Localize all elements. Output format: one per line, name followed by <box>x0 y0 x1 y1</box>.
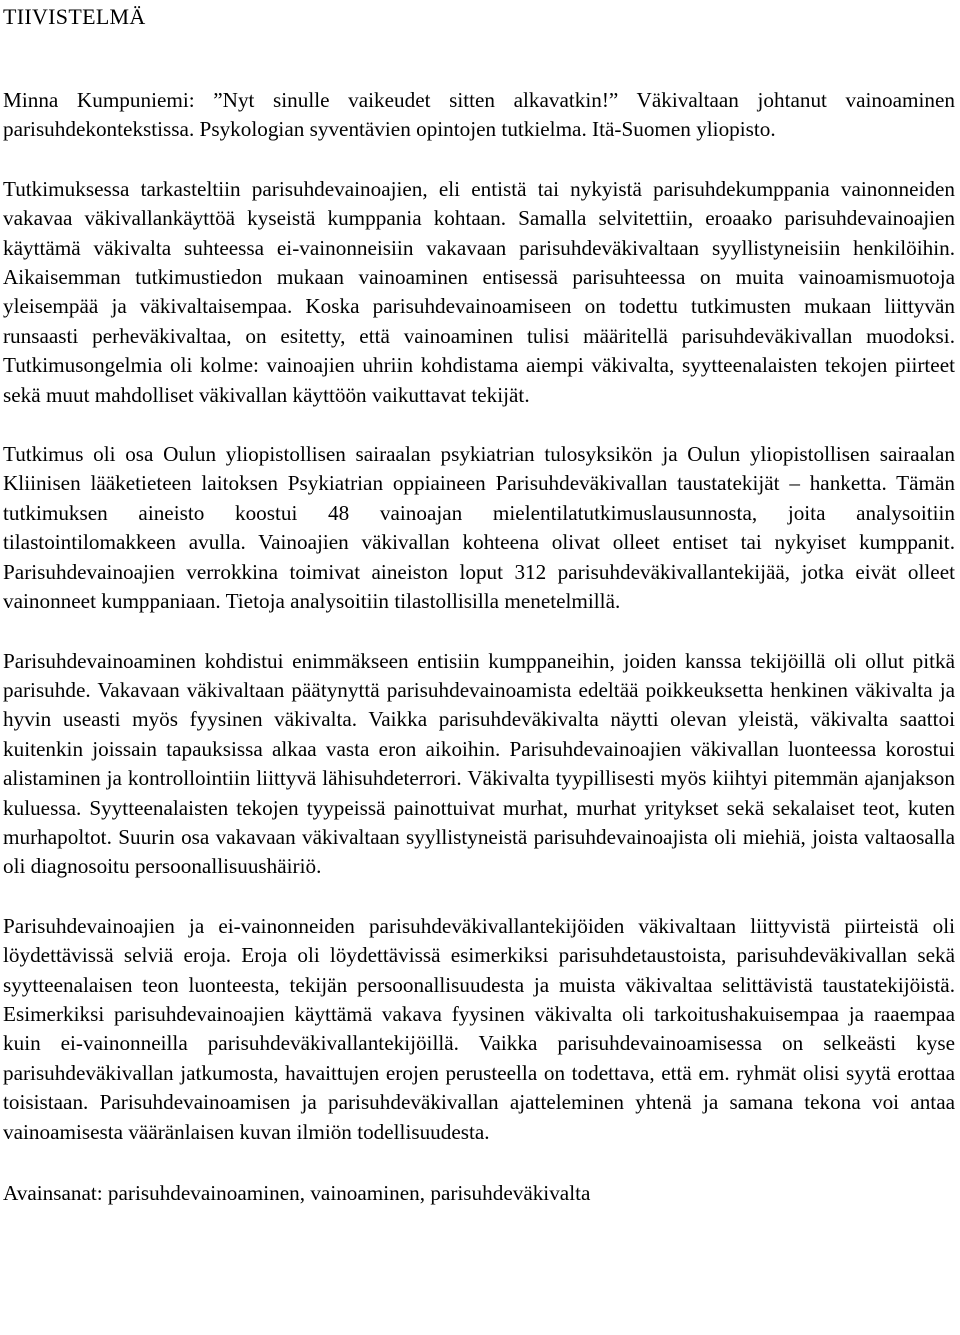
document-page <box>3 0 955 1208</box>
body-paragraph-2: Tutkimus oli osa Oulun yliopistollisen sairaalan psykiatrian tulosyksikön ja Oulun yliopistollisen sairaalan Kliinisen lääketieteen laitoksen Psykiatrian oppiaineen Parisuhdeväkivallan taustatekijät – hanketta. Tämän tutkimuksen aineisto koostui 48 vainoajan mielentilatutkimuslausunnosta, joita analysoitiin tilastointilomakkeen avulla. Vainoajien väkivallan kohteena olivat olleet entiset tai nykyiset kumppanit. Parisuhdevainoajien verrokkina toimivat aineiston loput 312 parisuhdeväkivallantekijää, jotka eivät olleet vainonneet kumppaniaan. Tietoja analysoitiin tilastollisilla menetelmillä. <box>3 442 955 614</box>
body-paragraph-4: Parisuhdevainoajien ja ei-vainonneiden parisuhdeväkivallantekijöiden väkivaltaan liittyvistä piirteistä oli löydettävissä selviä eroja. Eroja oli löydettävissä esimerkiksi parisuhdetaustoista, parisuhdeväkivallan sekä syytteenalaisen teon luonteesta, tekijän persoonallisuudesta ja muista väkivaltaa selittävistä taustatekijöistä. Esimerkiksi parisuhdevainoajien käyttämä vakava fyysinen väkivalta oli tarkoitushakuisempaa ja raaempaa kuin ei-vainonneilla parisuhdeväkivallantekijöillä. Vaikka parisuhdevainoamisessa on selkeästi kyse parisuhdeväkivallan jatkumosta, havaittujen erojen perusteella on todettava, että em. ryhmät olisi syytä erottaa toisistaan. Parisuhdevainoamisen ja parisuhdeväkivallan ajatteleminen yhtenä ja samana tekona voi antaa vainoamisesta vääränlaisen kuvan ilmiön todellisuudesta. <box>3 913 955 1144</box>
body-paragraph-1: Tutkimuksessa tarkasteltiin parisuhdevainoajien, eli entistä tai nykyistä parisuhdekumppania vainonneiden vakavaa väkivallankäyttöä kyseistä kumppania kohtaan. Samalla selvitettiin, eroaako parisuhdevainoajien käyttämä väkivalta suhteessa ei-vainonneisiin vakavaan parisuhdeväkivaltaan syyllistyneisiin henkilöihin. Aikaisemman tutkimustiedon mukaan vainoaminen entisessä parisuhteessa on muita vainoamismuotoja yleisempää ja väkivaltaisempaa. Koska parisuhdevainoamiseen on todettu tutkimusten mukaan liittyvän runsaasti perheväkivaltaa, on esitetty, että vainoaminen tulisi määritellä parisuhdeväkivallan muodoksi. Tutkimusongelmia oli kolme: vainoajien uhriin kohdistama aiempi väkivalta, syytteenalaisten tekojen piirteet sekä muut mahdolliset väkivallan käyttöön vaikuttavat tekijät. <box>3 176 955 407</box>
keywords-line: Avainsanat: parisuhdevainoaminen, vainoaminen, parisuhdeväkivalta <box>3 1181 591 1205</box>
citation-paragraph: Minna Kumpuniemi: ”Nyt sinulle vaikeudet sitten alkavatkin!” Väkivaltaan johtanut vainoaminen parisuhdekontekstissa. Psykologian syventävien opintojen tutkielma. Itä-Suomen yliopisto. <box>3 88 955 142</box>
page-title: TIIVISTELMÄ <box>3 4 146 29</box>
body-paragraph-3: Parisuhdevainoaminen kohdistui enimmäkseen entisiin kumppaneihin, joiden kanssa tekijöillä oli ollut pitkä parisuhde. Vakavaan väkivaltaan päätynyttä parisuhdevainoamista edeltää poikkeuksetta henkinen väkivalta ja hyvin useasti myös fyysinen väkivalta. Vaikka parisuhdeväkivalta näytti olevan yleistä, väkivalta saattoi kuitenkin joissain tapauksissa alkaa vasta eron aikoihin. Parisuhdevainoajien väkivallan luonteessa korostui alistaminen ja kontrollointiin liittyvä lähisuhdeterrori. Väkivalta tyypillisesti myös kiihtyi pitemmän ajanjakson kuluessa. Syytteenalaisten tekojen tyypeissä painottuivat murhat, murhat yritykset sekä sekalaiset teot, kuten murhapoltot. Suurin osa vakavaan väkivaltaan syyllistyneistä parisuhdevainoajista oli miehiä, joista valtaosalla oli diagnosoitu persoonallisuushäiriö. <box>3 648 955 879</box>
